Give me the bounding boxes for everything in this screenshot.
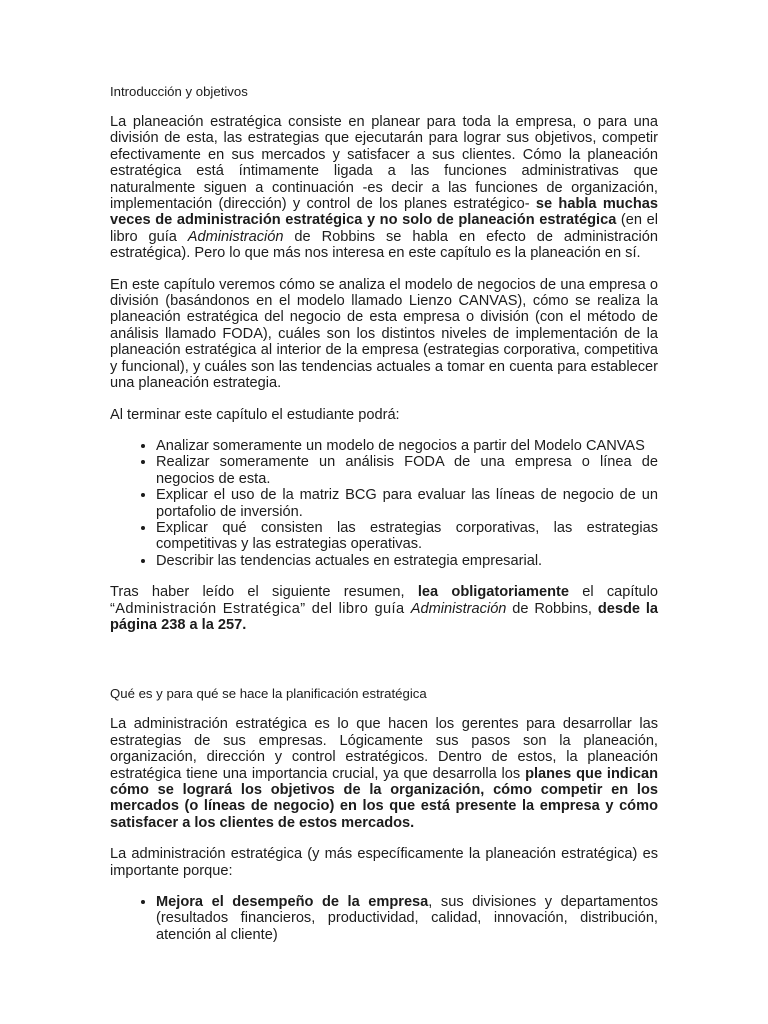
text: Tras haber leído el siguiente resumen, bbox=[110, 584, 418, 601]
paragraph-lectura-obligatoria bbox=[110, 584, 658, 633]
bold-text: planes que indican cómo se logrará los objetivos de la organización, cómo competir en los mercados (o líneas de negocio) en los que está presente la empresa y cómo satisfacer a los clientes de estos mercados. bbox=[110, 765, 658, 831]
list-item: • Explicar qué consisten las estrategias corporativas, las estrategias competitivas y las estrategias operativas. bbox=[156, 520, 658, 553]
bold-text: se habla muchas veces de administración estratégica y no solo de planeación estratégica bbox=[110, 196, 658, 229]
paragraph-administracion-estrategica bbox=[110, 716, 658, 831]
paragraph-importancia: La administración estratégica (y más específicamente la planeación estratégica) es importante porque: bbox=[110, 846, 658, 879]
text: de Robbins se habla en efecto de administración estratégica). Pero lo que más nos interesa en este capítulo es la planeación en sí. bbox=[110, 228, 658, 262]
italic-book-title: Administración bbox=[410, 600, 507, 617]
text: La planeación estratégica consiste en planear para toda la empresa, o para una división de esta, las estrategias que ejecutarán para lograr sus objetivos, competir efectivamente en sus mercados y satisfacer a sus clientes. Cómo la planeación estratégica está íntimamente ligada a las funciones administrativas que naturalmente siguen a continuación -es decir a las funciones de organización, implementación (dirección) y control de los planes estratégico- bbox=[110, 114, 658, 213]
section-heading-introduccion: Introducción y objetivos bbox=[110, 84, 248, 99]
text: de Robbins, bbox=[506, 600, 598, 617]
list-item: • Realizar someramente un análisis FODA de una empresa o línea de negocios de esta. bbox=[156, 454, 658, 487]
paragraph-objetivos-intro: Al terminar este capítulo el estudiante podrá: bbox=[110, 406, 400, 423]
bold-text: desde la página 238 a la 257. bbox=[110, 600, 659, 633]
list-item: • Describir las tendencias actuales en estrategia empresarial. bbox=[156, 553, 658, 569]
text: el capítulo bbox=[568, 584, 658, 601]
paragraph-planeacion-definicion bbox=[110, 114, 658, 262]
list-item bbox=[156, 894, 658, 943]
text: (en el libro guía bbox=[110, 212, 658, 245]
section-heading-planificacion: Qué es y para qué se hace la planificación estratégica bbox=[110, 686, 427, 702]
text: La administración estratégica es lo que hacen los gerentes para desarrollar las estrategias de sus empresas. Lógicamente sus pasos son la planeación, organización, dirección y control estratégicos. Dentro de estos, la planeación estratégica tiene una importancia crucial, ya que desarrolla los bbox=[110, 716, 658, 782]
list-item: • Analizar someramente un modelo de negocios a partir del Modelo CANVAS bbox=[156, 438, 658, 454]
importance-list bbox=[110, 894, 658, 943]
paragraph-capitulo-contenido: En este capítulo veremos cómo se analiza el modelo de negocios de una empresa o división (basándonos en el modelo llamado Lienzo CANVAS), cómo se realiza la planeación estratégica del negocio de esta empresa o división (con el método de análisis llamado FODA), cuáles son los distintos niveles de implementación de la planeación estratégica al interior de la empresa (estrategias corporativa, competitiva y funcional), y cuáles son las tendencias actuales a tomar en cuenta para establecer una planeación estrategia. bbox=[110, 276, 658, 392]
list-item: • Explicar el uso de la matriz BCG para evaluar las líneas de negocio de un portafolio de inversión. bbox=[156, 487, 658, 520]
bold-text: lea obligatoriamente bbox=[417, 584, 569, 601]
spacer bbox=[110, 648, 658, 686]
italic-book-title: Administración bbox=[187, 228, 284, 245]
bold-text: Mejora el desempeño de la empresa bbox=[156, 894, 429, 911]
text: , sus divisiones y departamentos (resultados financieros, productividad, calidad, innovación, distribución, atención al cliente) bbox=[156, 894, 658, 943]
chapter-title-text: “Administración Estratégica” del libro guía bbox=[110, 600, 411, 617]
objectives-list bbox=[110, 438, 658, 569]
